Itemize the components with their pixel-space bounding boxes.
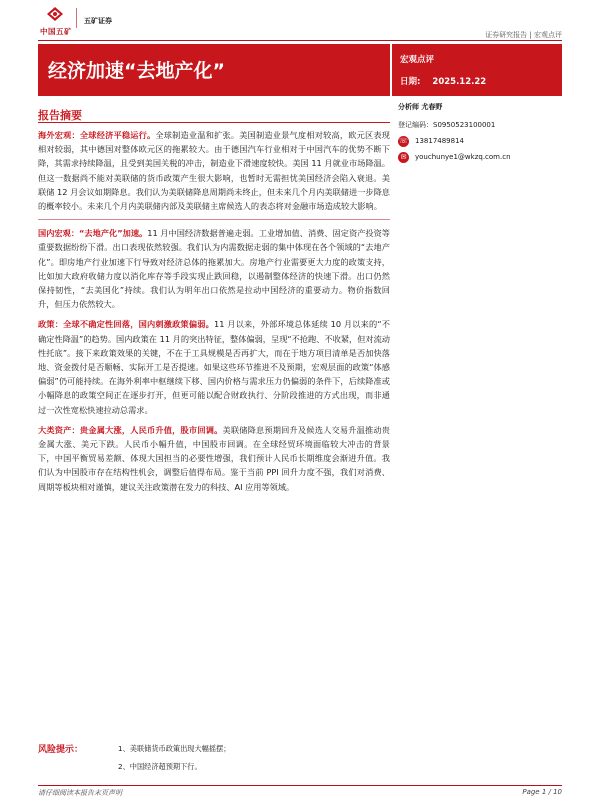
analyst-phone-row xyxy=(398,134,562,148)
paragraph-text: 全球制造业温和扩张。美国制造业景气度相对较高，欧元区表现相对较弱，其中德国对整体欧元区的拖累较大。由于德国汽车行业相对于中国汽车的优势不断下降，其需求持续降温，且受到美国关税的冲击，制造业下滑速度较快。美国 11 月就业市场降温。但这一数据尚不能对美联储的货币政策产生很大影响，也暂时无需担忧美国经济会陷入衰退。美联储 12 月会议如期降息。我们认为美联储降息周期尚未终止，但未来几个月内美联储进一步降息的概率较小。未来几个月内美联储内部及美联储主席候选人的表态将对金融市场造成较大影响。 xyxy=(38,130,390,212)
title-banner xyxy=(38,44,390,96)
paragraph-divider xyxy=(38,219,390,220)
risk-title: 风险提示： xyxy=(38,745,84,755)
report-category: 宏观点评 xyxy=(400,55,435,65)
paragraph-lead: 海外宏观：全球经济平稳运行。 xyxy=(38,130,156,140)
summary-title: 报告摘要 xyxy=(38,109,82,122)
analyst-name: 分析师 尤春野 xyxy=(398,103,443,111)
email-icon: ✉ xyxy=(398,152,409,163)
report-type: 证券研究报告 | 宏观点评 xyxy=(485,31,562,39)
page-number: Page 1 / 10 xyxy=(522,788,562,796)
phone-icon: ☏ xyxy=(399,136,408,145)
paragraph-assets xyxy=(38,423,390,494)
summary-body xyxy=(38,128,390,500)
company-logo xyxy=(38,6,112,36)
paragraph-lead: 大类资产：贵金属大涨，人民币升值，股市回调。 xyxy=(38,424,223,435)
risk-item: 1、美联储货币政策出现大幅摇摆； xyxy=(118,744,231,753)
analyst-phone: 13817489814 xyxy=(415,137,464,145)
footer-divider xyxy=(38,785,562,786)
side-banner xyxy=(392,44,562,96)
paragraph-text: 11 月中国经济数据普遍走弱。工业增加值、消费、固定资产投资等重要数据纷纷下滑。出口表现依然较强。我们认为内需数据走弱的集中体现在各个领域的“去地产化”。即房地产行业加速下行导致对经济总体的拖累加大。房地产行业需要更大力度的政策支持，比如加大政府收储力度以消化库存等手段实现止跌回稳，以遏制整体经济的快速下滑。出口仍然保持韧性，“去美国化”持续。我们认为明年出口依然是拉动中国经济的重要动力。物价指数回升，但压力依然较大。 xyxy=(38,228,390,310)
analyst-reg xyxy=(398,118,562,132)
logo-text: 中国五矿 xyxy=(40,27,72,36)
logo-divider xyxy=(76,8,77,28)
analyst-email[interactable]: youchunye1@wkzq.com.cn xyxy=(415,153,511,161)
paragraph-lead: 政策：全球不确定性回落，国内刺激政策偏弱。 xyxy=(38,319,215,330)
paragraph-policy xyxy=(38,317,390,416)
paragraph-text: 美联储降息预期回升及候选人交易升温推动贵金属大涨、美元下跌。人民币小幅升值，中国股市回调。在全球经贸环境面临较大冲击的背景下，中国平衡贸易差额、体现大国担当的必要性增强，我们预计人民币长期维度会渐进升值。我们认为中国股市存在结构性机会，调整后值得布局。鉴于当前 PPI 回升力度不强，我们对消费、周期等板块相对谨慎，建议关注政策潜在发力的科技、AI 应用等领域。 xyxy=(38,424,390,492)
analyst-reg-text: 登记编码：S0950523100001 xyxy=(398,121,496,129)
paragraph-lead: 国内宏观：“去地产化”加速。 xyxy=(38,228,148,239)
paragraph-text: 11 月以来，外部环境总体延续 10 月以来的“不确定性降温”的趋势。国内政策在 11 月的突出特征，整体偏弱，呈现“不抢跑、不收紧，但对流动性托底”。接下来政策效果的关键，不在于工具规模是否再扩大，而在于地方项目清单是否加快落地、资金拨付是否顺畅、实际开工是否提速。如果这些环节推进不及预期，宏观层面的政策“体感偏弱”仍可能持续。在海外利率中枢继续下移、国内价格与需求压力仍偏弱的条件下，后续降准或小幅降息的政策空间正在逐步打开，但更可能以配合财政执行、分阶段推进的方式出现，而非通过一次性宽松快速拉动总需求。 xyxy=(38,319,390,415)
header-divider xyxy=(38,40,562,41)
report-title: 经济加速“去地产化” xyxy=(48,60,225,82)
report-date xyxy=(400,75,486,87)
date-label: 日期: xyxy=(400,77,421,87)
risk-item: 2、中国经济超预期下行。 xyxy=(118,762,202,771)
analyst-info xyxy=(398,102,562,166)
paragraph-domestic xyxy=(38,226,390,311)
logo-mark-icon xyxy=(46,6,64,22)
footer-disclaimer: 请仔细阅读本报告末页声明 xyxy=(38,789,122,797)
date-value: 2025.12.22 xyxy=(432,77,487,87)
paragraph-overseas xyxy=(38,128,390,213)
brand-name: 五矿证券 xyxy=(84,17,112,25)
summary-divider xyxy=(38,122,390,123)
analyst-email-row xyxy=(398,150,562,164)
